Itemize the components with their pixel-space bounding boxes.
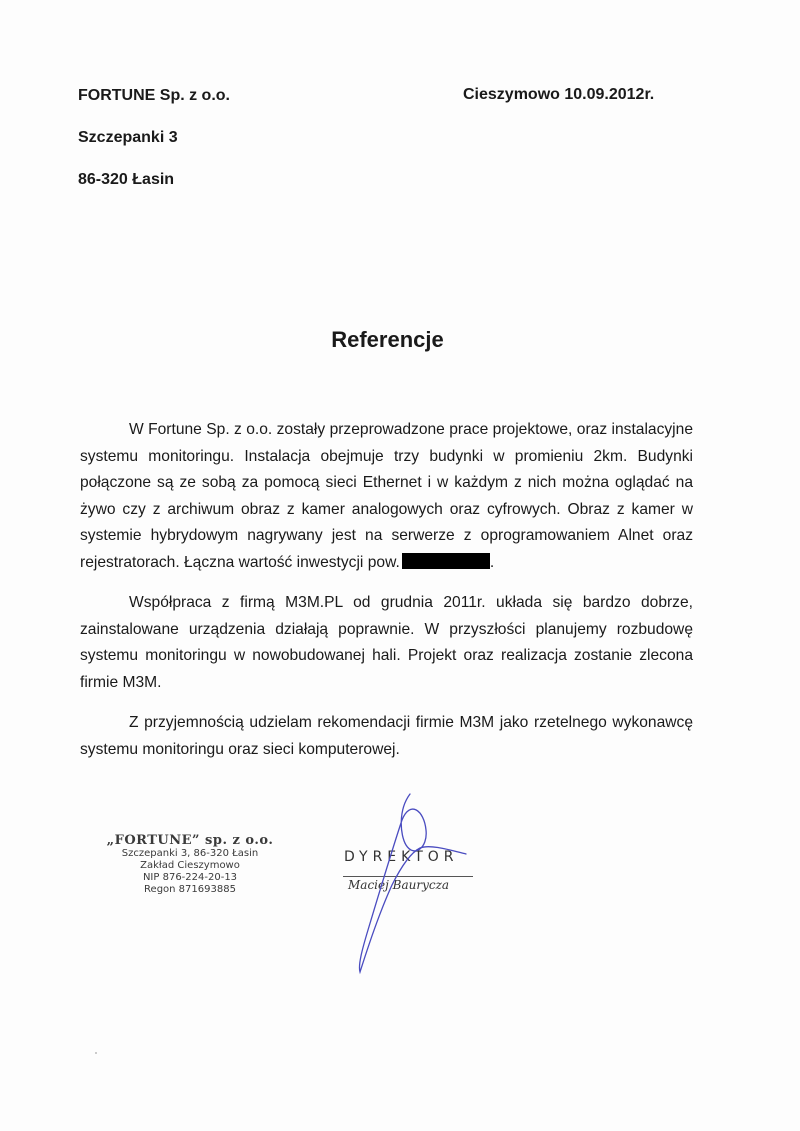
letter-body (80, 417, 693, 777)
stamp-company: „FORTUNE” sp. z o.o. (106, 833, 274, 848)
signatory-name: Maciej Baurycza (348, 878, 450, 892)
paper-speck (95, 1052, 97, 1054)
stamp-regon: Regon 871693885 (144, 884, 236, 895)
redacted-amount (402, 553, 490, 569)
stamp-address: Szczepanki 3, 86-320 Łasin (121, 848, 259, 859)
paragraph-2: Współpraca z firmą M3M.PL od grudnia 2011r. układa się bardzo dobrze, zainstalowane urządzenia działają poprawnie. W przyszłości planujemy rozbudowę systemu monitoringu w nowobudowanej hali. Projekt oraz realizacja zostanie zlecona firmie M3M. (80, 594, 693, 691)
signatory-title: DYREKTOR (344, 849, 459, 865)
paragraph-1: W Fortune Sp. z o.o. zostały przeprowadzone prace projektowe, oraz instalacyjne systemu monitoringu. Instalacja obejmuje trzy budynki w promieniu 2km. Budynki połączone są ze sobą za pomocą sieci Ethernet i w każdym z nich można oglądać na żywo czy z archiwum obraz z kamer analogowych oraz cyfrowych. Obraz z kamer w systemie hybrydowym nagrywany jest na serwerze z oprogramowaniem Alnet oraz rejestratorach. Łączna wartość inwestycji pow. . (80, 421, 693, 571)
handwritten-signature (340, 790, 470, 980)
sender-city: 86-320 Łasin (78, 171, 175, 188)
sender-company: FORTUNE Sp. z o.o. (78, 87, 230, 104)
stamp-nip: NIP 876-224-20-13 (142, 872, 238, 883)
company-stamp (100, 833, 280, 896)
paragraph-1-text: W Fortune Sp. z o.o. zostały przeprowadzone prace projektowe, oraz instalacyjne systemu monitoringu. Instalacja obejmuje trzy budynki w promieniu 2km. Budynki połączone są ze sobą za pomocą sieci Ethernet i w każdym z nich można oglądać na żywo czy z archiwum obraz z kamer analogowych oraz cyfrowych. Obraz z kamer w systemie hybrydowym nagrywany jest na serwerze z oprogramowaniem Alnet oraz rejestratorach. Łączna wartość inwestycji pow. (80, 421, 693, 571)
paragraph-3: Z przyjemnością udzielam rekomendacji firmie M3M jako rzetelnego wykonawcę systemu monitoringu oraz sieci komputerowej. (80, 714, 693, 758)
sender-street: Szczepanki 3 (78, 129, 178, 146)
document-title: Referencje (331, 327, 444, 352)
stamp-branch: Zakład Cieszymowo (140, 860, 240, 871)
letter-date: Cieszymowo 10.09.2012r. (463, 86, 655, 103)
sender-address (78, 86, 230, 212)
